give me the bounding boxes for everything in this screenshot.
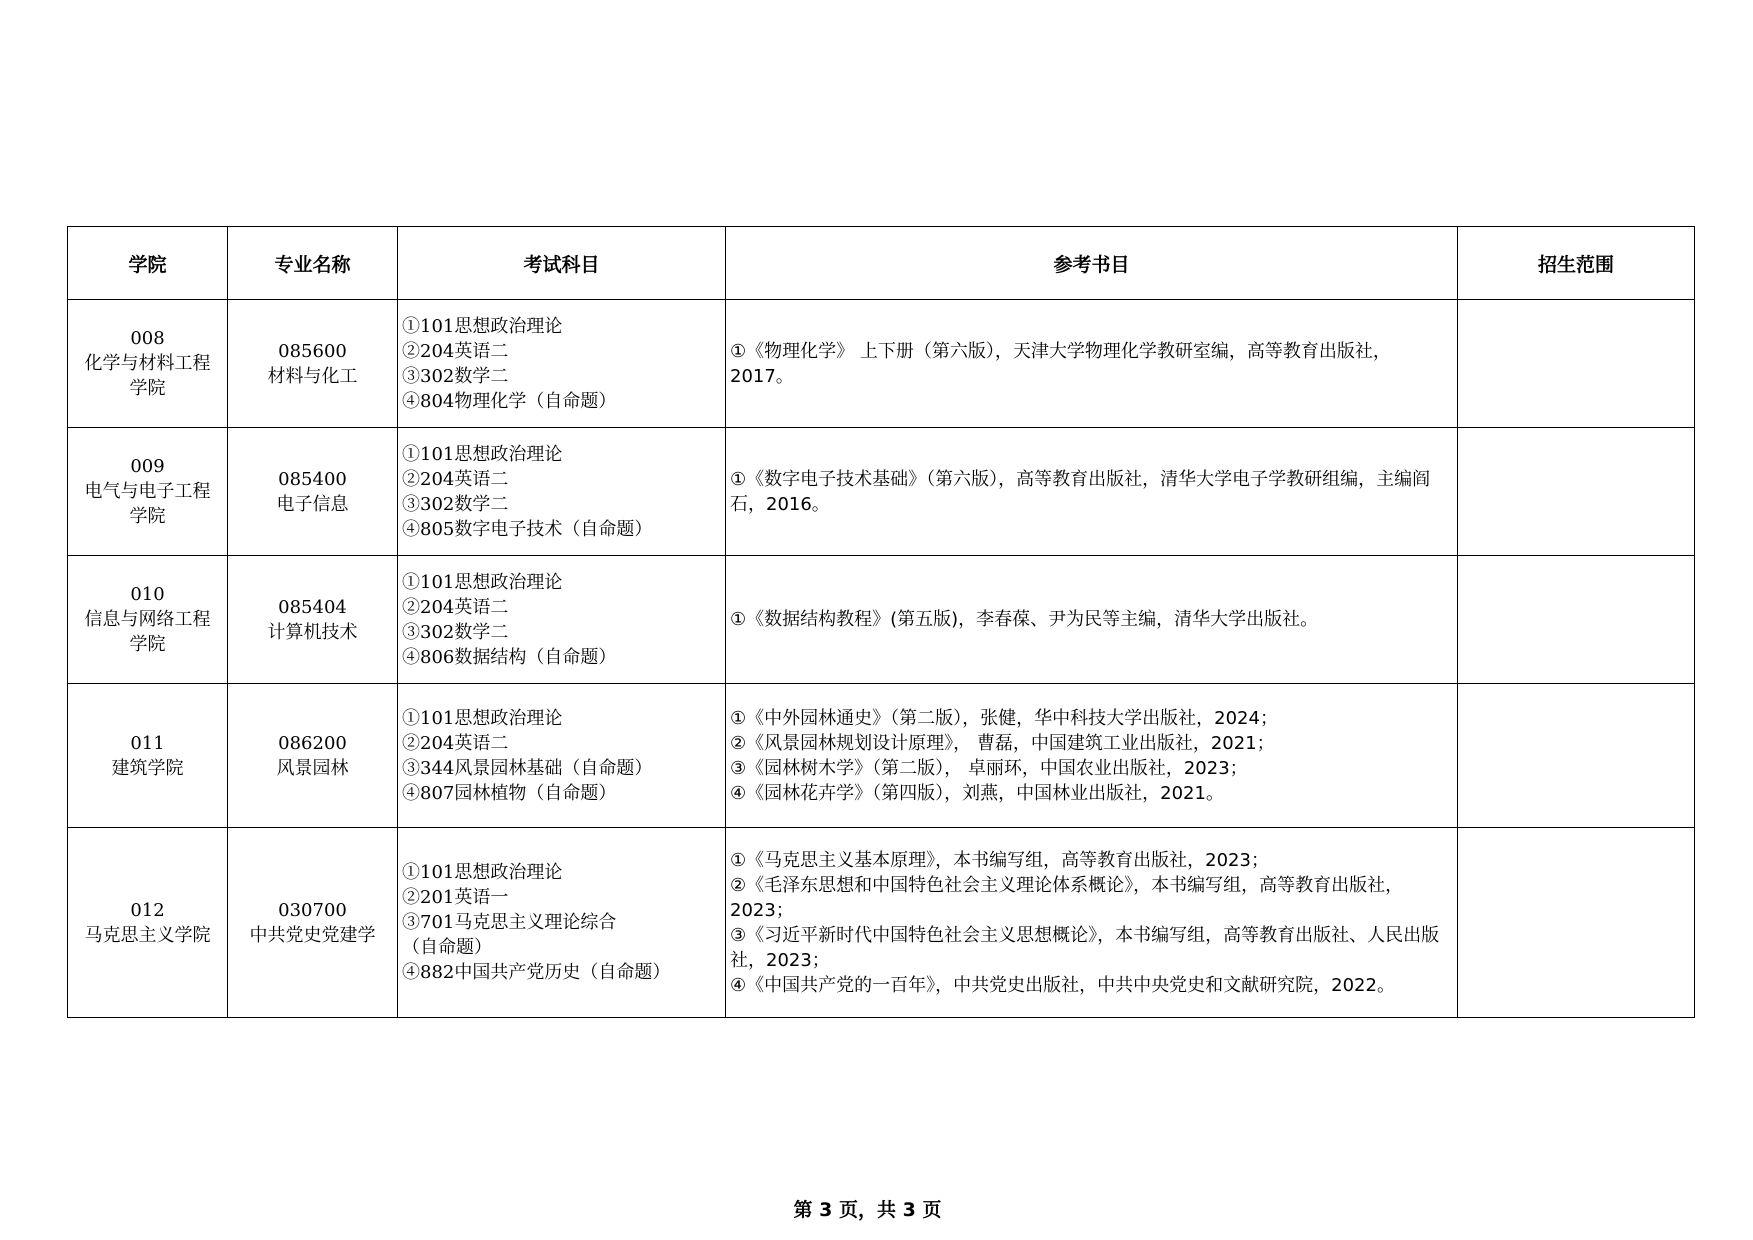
subject-item: ④804物理化学（自命题） (402, 390, 617, 412)
scope-cell (1458, 684, 1695, 828)
scope-cell (1458, 300, 1695, 428)
subject-item: ①101思想政治理论 (402, 707, 563, 729)
college-code: 008 (130, 328, 165, 349)
header-scope: 招生范围 (1458, 227, 1695, 300)
college-name-cont: 学院 (129, 634, 166, 655)
college-cell (68, 556, 228, 684)
page-footer (0, 1195, 1753, 1222)
table-header-row (68, 227, 1695, 300)
major-name: 材料与化工 (267, 365, 358, 387)
scope-cell (1458, 556, 1695, 684)
books-cell (726, 428, 1458, 556)
college-name-cont: 学院 (129, 378, 166, 399)
college-code: 012 (130, 899, 165, 921)
major-code: 085600 (278, 340, 347, 362)
table-row (68, 300, 1695, 428)
major-code: 085404 (278, 596, 347, 618)
subject-item: ①101思想政治理论 (402, 862, 563, 883)
table-row (68, 428, 1695, 556)
college-name: 建筑学院 (111, 757, 184, 779)
book-item: ④《园林花卉学》（第四版），刘燕，中国林业出版社，2021。 (730, 782, 1224, 804)
college-cell (68, 428, 228, 556)
college-name: 信息与网络工程 (84, 609, 211, 630)
table-row (68, 684, 1695, 828)
college-code: 010 (130, 584, 165, 605)
books-cell (726, 300, 1458, 428)
header-books: 参考书目 (726, 227, 1458, 300)
header-college: 学院 (68, 227, 228, 300)
college-name-cont: 学院 (129, 506, 166, 527)
subject-item: ①101思想政治理论 (402, 443, 563, 465)
subject-item: ④807园林植物（自命题） (402, 782, 617, 804)
college-name: 化学与材料工程 (84, 353, 211, 374)
subject-item: ②201英语一 (402, 887, 509, 908)
subject-item: ②204英语二 (402, 732, 509, 754)
subject-item: ③344风景园林基础（自命题） (402, 757, 653, 779)
book-item: ①《中外园林通史》（第二版），张健，华中科技大学出版社，2024； (730, 707, 1278, 729)
college-name: 马克思主义学院 (84, 924, 211, 946)
book-item: ①《数字电子技术基础》（第六版），高等教育出版社，清华大学电子学教研组编，主编阎石，2016。 (730, 468, 1431, 515)
book-item: ①《马克思主义基本原理》，本书编写组，高等教育出版社，2023； (730, 849, 1269, 871)
book-item: ④《中国共产党的一百年》，中共党史出版社，中共中央党史和文献研究院，2022。 (730, 974, 1395, 996)
table-row (68, 556, 1695, 684)
table-row (68, 828, 1695, 1018)
major-code: 086200 (278, 732, 347, 754)
major-code: 030700 (278, 899, 347, 921)
major-cell (228, 300, 398, 428)
subject-item: ①101思想政治理论 (402, 315, 563, 337)
subject-item: ③302数学二 (402, 621, 509, 643)
college-cell (68, 684, 228, 828)
subjects-cell (398, 684, 726, 828)
book-item: ①《物理化学》 上下册（第六版），天津大学物理化学教研室编，高等教育出版社， 2017。 (730, 340, 1391, 387)
scope-cell (1458, 428, 1695, 556)
college-name: 电气与电子工程 (84, 481, 211, 502)
major-code: 085400 (278, 468, 347, 490)
major-name: 电子信息 (276, 493, 349, 515)
subjects-cell (398, 428, 726, 556)
books-cell (726, 556, 1458, 684)
subject-item: ①101思想政治理论 (402, 571, 563, 593)
subjects-cell (398, 300, 726, 428)
header-major: 专业名称 (228, 227, 398, 300)
subject-item: ④805数字电子技术（自命题） (402, 518, 653, 540)
admissions-table (67, 226, 1695, 1018)
major-cell (228, 556, 398, 684)
subject-item: ③302数学二 (402, 365, 509, 387)
book-item: ③《园林树木学》（第二版）， 卓丽环，中国农业出版社，2023； (730, 757, 1248, 779)
college-code: 009 (130, 456, 165, 477)
major-cell (228, 684, 398, 828)
major-name: 中共党史党建学 (249, 924, 376, 946)
subject-item: ③302数学二 (402, 493, 509, 515)
header-subjects: 考试科目 (398, 227, 726, 300)
subjects-cell (398, 556, 726, 684)
subjects-cell (398, 828, 726, 1018)
subject-item: ②204英语二 (402, 468, 509, 490)
major-cell (228, 828, 398, 1018)
page-number: 第 3 页，共 3 页 (793, 1199, 942, 1221)
college-cell (68, 828, 228, 1018)
scope-cell (1458, 828, 1695, 1018)
major-cell (228, 428, 398, 556)
subject-item: ③701马克思主义理论综合（自命题） (402, 912, 617, 958)
books-cell (726, 684, 1458, 828)
college-code: 011 (130, 732, 165, 754)
book-item: ①《数据结构教程》(第五版)，李春葆、尹为民等主编，清华大学出版社。 (730, 609, 1319, 630)
book-item: ②《风景园林规划设计原理》， 曹磊，中国建筑工业出版社，2021； (730, 732, 1275, 754)
book-item: ③《习近平新时代中国特色社会主义思想概论》，本书编写组，高等教育出版社、人民出版社，2023； (730, 924, 1440, 971)
subject-item: ②204英语二 (402, 340, 509, 362)
major-name: 计算机技术 (267, 621, 358, 643)
subject-item: ②204英语二 (402, 596, 509, 618)
books-cell (726, 828, 1458, 1018)
subject-item: ④806数据结构（自命题） (402, 646, 617, 668)
book-item: ②《毛泽东思想和中国特色社会主义理论体系概论》，本书编写组，高等教育出版社，2023； (730, 874, 1404, 921)
subject-item: ④882中国共产党历史（自命题） (402, 962, 671, 983)
college-cell (68, 300, 228, 428)
major-name: 风景园林 (276, 757, 349, 779)
